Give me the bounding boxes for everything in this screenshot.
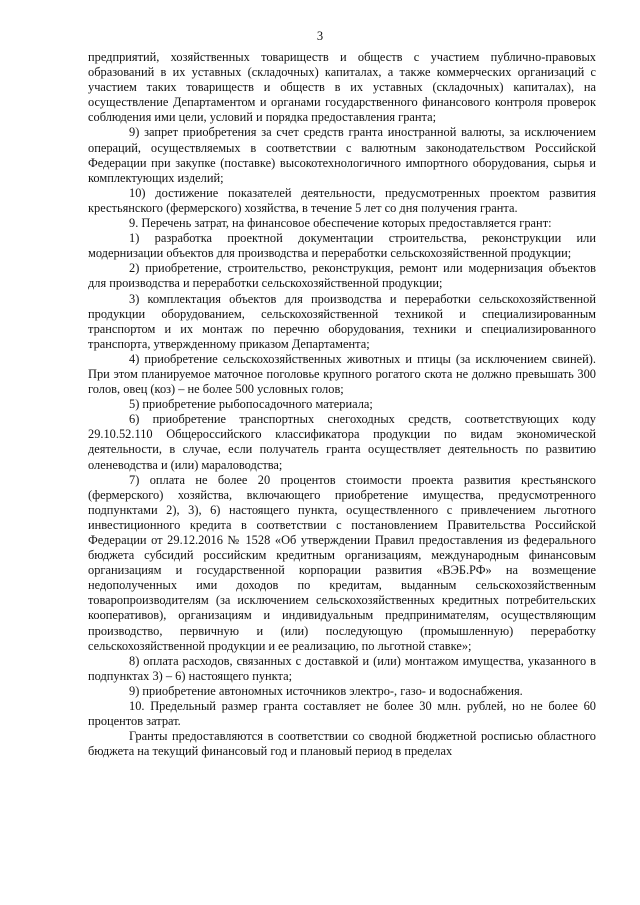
paragraph: предприятий, хозяйственных товариществ и обществ с участием публично-правовых образований в их уставных (складочных) капиталах, а также коммерческих организаций с участием таких товариществ и обществ в их уставных (складочных) капиталах), на осуществление Департаментом и органами государственного финансового контроля проверок соблюдения ими цели, условий и порядка предоставления гранта;	[88, 50, 596, 125]
paragraph: 4) приобретение сельскохозяйственных животных и птицы (за исключением свиней). При этом планируемое маточное поголовье крупного рогатого скота не должно превышать 300 голов, овец (коз) – не более 500 условных голов;	[88, 351, 596, 397]
paragraph: 10) достижение показателей деятельности, предусмотренных проектом развития крестьянского (фермерского) хозяйства, в течение 5 лет со дня получения гранта.	[88, 185, 596, 215]
document-body	[88, 50, 596, 759]
paragraph: Гранты предоставляются в соответствии со сводной бюджетной росписью областного бюджета на текущий финансовый год и плановый период в пределах	[88, 729, 596, 759]
paragraph: 1) разработка проектной документации строительства, реконструкции или модернизации объектов для производства и переработки сельскохозяйственной продукции;	[88, 231, 596, 261]
paragraph: 2) приобретение, строительство, реконструкция, ремонт или модернизация объектов для производства и переработки сельскохозяйственной продукции;	[88, 261, 596, 291]
paragraph: 5) приобретение рыбопосадочного материала;	[129, 397, 373, 412]
paragraph: 10. Предельный размер гранта составляет не более 30 млн. рублей, но не более 60 процентов затрат.	[88, 699, 596, 729]
paragraph: 9) запрет приобретения за счет средств гранта иностранной валюты, за исключением операций, осуществляемых в соответствии с валютным законодательством Российской Федерации при закупке (поставке) высокотехнологичного импортного оборудования, сырья и комплектующих изделий;	[88, 125, 596, 185]
page-number: 3	[316, 29, 324, 43]
paragraph: 9. Перечень затрат, на финансовое обеспечение которых предоставляется грант:	[129, 216, 552, 231]
paragraph: 8) оплата расходов, связанных с доставкой и (или) монтажом имущества, указанного в подпунктах 3) – 6) настоящего пункта;	[88, 653, 596, 683]
paragraph: 6) приобретение транспортных снегоходных средств, соответствующих коду 29.10.52.110 Общероссийского классификатора продукции по видам экономической деятельности, в случае, если получатель гранта осуществляет деятельность по развитию оленеводства и (или) мараловодства;	[88, 412, 596, 472]
paragraph: 7) оплата не более 20 процентов стоимости проекта развития крестьянского (фермерского) хозяйства, включающего приобретение имущества, предусмотренного подпунктами 2), 3), 6) настоящего пункта, осуществленного с привлечением льготного инвестиционного кредита в соответствии с постановлением Правительства Российской Федерации от 29.12.2016 № 1528 «Об утверждении Правил предоставления из федерального бюджета субсидий российским кредитным организациям, международным финансовым организациям и государственной корпорации развития «ВЭБ.РФ» на возмещение недополученных ими доходов по кредитам, выданным сельскохозяйственным товаропроизводителям (за исключением сельскохозяйственных кредитных потребительских кооперативов), организациям и индивидуальным предпринимателям, осуществляющим производство, первичную и (или) последующую (промышленную) переработку сельскохозяйственной продукции и ее реализацию, по льготной ставке»;	[88, 472, 596, 653]
paragraph: 3) комплектация объектов для производства и переработки сельскохозяйственной продукции оборудованием, сельскохозяйственной техникой и специализированным транспортом и их монтаж по перечню оборудования, техники и специализированного транспорта, утвержденному приказом Департамента;	[88, 291, 596, 351]
paragraph: 9) приобретение автономных источников электро-, газо- и водоснабжения.	[129, 683, 523, 698]
